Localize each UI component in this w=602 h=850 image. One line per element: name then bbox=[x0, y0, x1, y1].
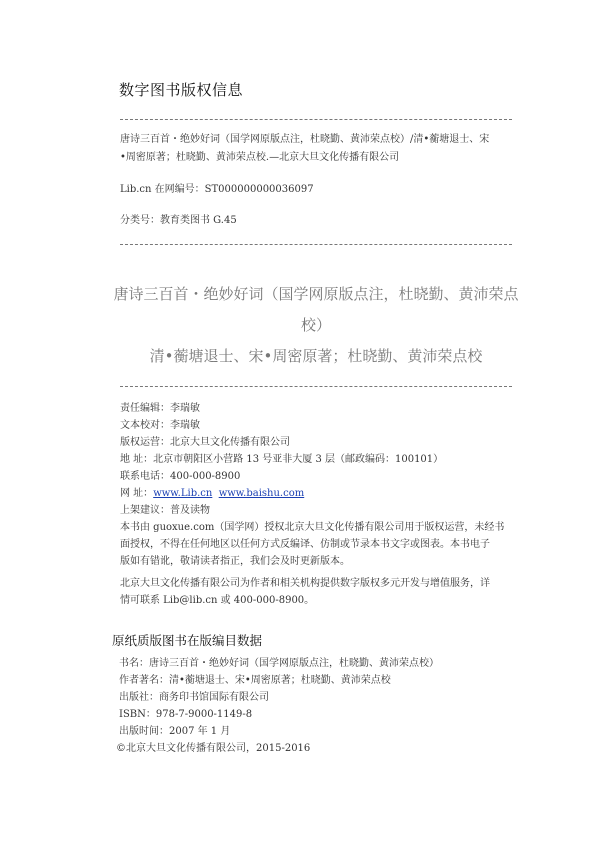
notice-line: 本书由 guoxue.com（国学网）授权北京大旦文化传播有限公司用于版权运营，未经书 bbox=[120, 522, 505, 533]
publisher: 出版社：商务印书馆国际有限公司 bbox=[119, 692, 269, 703]
website-label: 网 址： bbox=[120, 488, 154, 499]
notice bbox=[120, 519, 520, 570]
isbn: ISBN：978-7-9000-1149-8 bbox=[119, 709, 253, 720]
notice-line: 版如有错讹，敬请读者指正，我们会及时更新版本。 bbox=[120, 556, 350, 567]
digital-copyright-heading: 数字图书版权信息 bbox=[119, 81, 244, 99]
website-row bbox=[120, 485, 520, 502]
lib-number: Lib.cn 在网编号：ST000000000036097 bbox=[120, 184, 314, 195]
contact-line: 北京大旦文化传播有限公司为作者和相关机构提供数字版权多元开发与增值服务，详 bbox=[120, 578, 490, 589]
notice-line: 面授权，不得在任何地区以任何方式反编译、仿制或节录本书文字或图表。本书电子 bbox=[120, 539, 490, 550]
divider bbox=[120, 244, 512, 245]
contact-block bbox=[120, 575, 520, 609]
details-block bbox=[120, 400, 520, 570]
contact-line: 情可联系 Lib@lib.cn 或 400-000-8900。 bbox=[120, 595, 315, 606]
cip-block bbox=[120, 131, 520, 167]
original-data-block bbox=[116, 655, 519, 757]
divider bbox=[120, 119, 512, 120]
cip-line: 唐诗三百首・绝妙好词（国学网原版点注，杜晓勤、黄沛荣点校）/清•蘅塘退士、宋 bbox=[120, 134, 490, 145]
category: 分类号：教育类图书 G.45 bbox=[120, 215, 237, 226]
website-link-baishu[interactable]: www.baishu.com bbox=[218, 488, 305, 499]
big-title bbox=[110, 279, 522, 372]
big-title-line: 清•蘅塘退士、宋•周密原著；杜晓勤、黄沛荣点校 bbox=[149, 347, 483, 365]
divider bbox=[120, 386, 512, 387]
website-link-lib[interactable]: www.Lib.cn bbox=[153, 488, 213, 499]
authors: 作者著名：清•蘅塘退士、宋•周密原著；杜晓勤、黄沛荣点校 bbox=[119, 675, 391, 686]
cip-line: •周密原著；杜晓勤、黄沛荣点校.—北京大旦文化传播有限公司 bbox=[120, 152, 400, 163]
big-title-line: 唐诗三百首・绝妙好词（国学网原版点注，杜晓勤、黄沛荣点 bbox=[113, 285, 519, 303]
phone: 联系电话：400-000-8900 bbox=[120, 471, 241, 482]
proofreader: 文本校对：李瑞敏 bbox=[120, 420, 200, 431]
publish-date: 出版时间：2007 年 1 月 bbox=[119, 726, 231, 737]
operator: 版权运营：北京大旦文化传播有限公司 bbox=[120, 437, 290, 448]
book-title: 书名：唐诗三百首・绝妙好词（国学网原版点注，杜晓勤、黄沛荣点校） bbox=[119, 658, 439, 669]
big-title-line: 校） bbox=[300, 316, 331, 334]
copyright: ©北京大旦文化传播有限公司，2015-2016 bbox=[116, 743, 311, 754]
original-cip-heading: 原纸质版图书在版编目数据 bbox=[112, 633, 263, 648]
editor: 责任编辑：李瑞敏 bbox=[120, 403, 200, 414]
address: 地 址：北京市朝阳区小营路 13 号亚非大厦 3 层（邮政编码：100101） bbox=[120, 454, 444, 465]
shelf-suggestion: 上架建议：普及读物 bbox=[120, 505, 210, 516]
